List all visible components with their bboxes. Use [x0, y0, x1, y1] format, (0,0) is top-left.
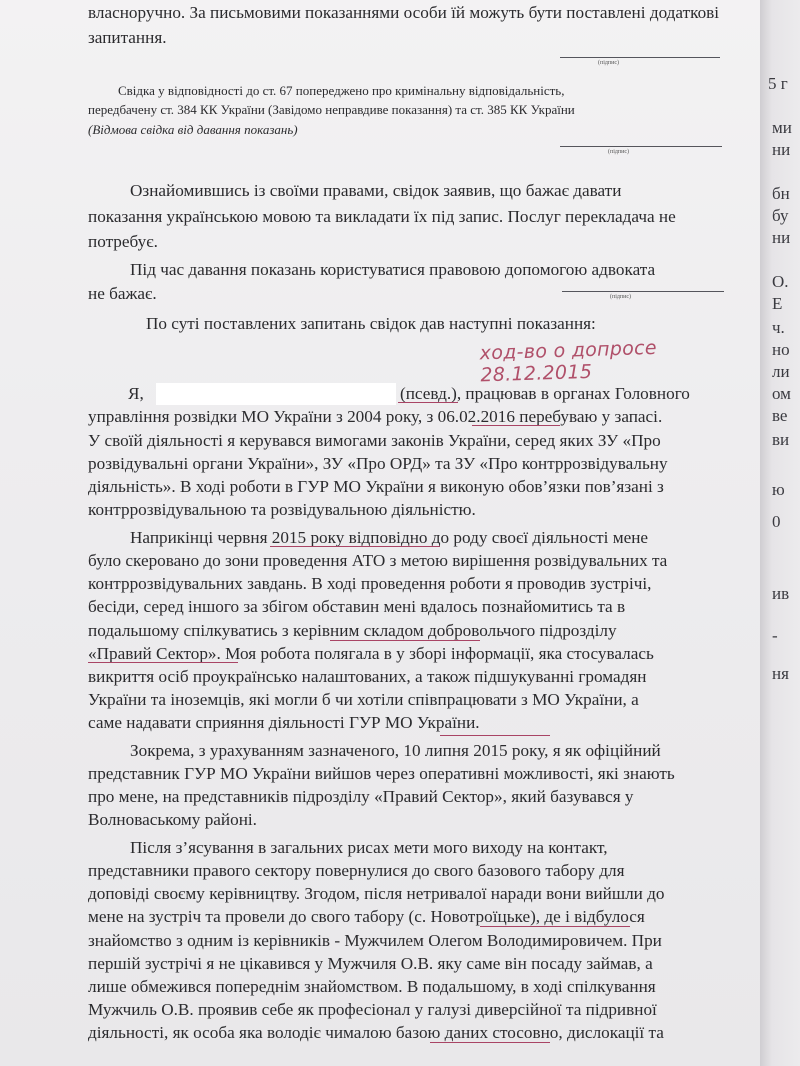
para4-line-1: Після з’ясування в загальних рисах мети мого виходу на контакт,	[130, 838, 608, 857]
para3-line-3: про мене, на представників підрозділу «Правий Сектор», який базувався у	[88, 787, 634, 806]
para4-line-5: знайомство з одним із керівників - Мужчилем Олегом Володимировичем. При	[88, 931, 662, 950]
para1-line-6: контррозвідувальною та розвідувальною діяльністю.	[88, 500, 476, 519]
edge-fragment: ви	[772, 430, 790, 449]
para4-line-9: діяльності, як особа яка володіє чималою базою даних стосовно, дислокації та	[88, 1023, 664, 1042]
para1-line-2: управління розвідки МО України з 2004 року, з 06.02.2016 перебуваю у запасі.	[88, 407, 663, 426]
para4-line-6: першій зустрічі я не цікавився у Мужчиля О.В. яку саме він посаду займав, а	[88, 954, 653, 973]
top-line-1: власноручно. За письмовими показаннями особи їй можуть бути поставлені додаткові	[88, 3, 720, 22]
para4-line-7: лише обмежився попереднім знайомством. В подальшому, в ході спілкування	[88, 977, 656, 996]
warning-line-3: (Відмова свідка від давання показань)	[88, 122, 298, 137]
edge-fragment: 0	[772, 512, 781, 531]
underline-mark	[430, 1042, 550, 1043]
para1-line-3: У своїй діяльності я керувався вимогами законів України, серед яких ЗУ «Про	[88, 431, 661, 450]
underline-mark	[472, 425, 560, 426]
rights-line-3: потребує.	[88, 232, 158, 251]
underline-mark	[330, 640, 480, 641]
edge-fragment: -	[772, 626, 778, 645]
signature-line	[560, 57, 720, 58]
signature-label: (підпис)	[598, 60, 620, 66]
underline-mark	[88, 662, 238, 663]
testimony-intro: По суті поставлених запитань свідок дав наступні показання:	[146, 314, 596, 333]
underline-mark	[480, 926, 630, 927]
para2-line-4: бесіди, серед іншого за збігом обставин мені вдалось познайомитись та в	[88, 597, 626, 616]
para2-line-5: подальшому спілкуватись з керівним складом добровольчого підрозділу	[88, 621, 617, 640]
edge-fragment: О.	[772, 272, 789, 291]
para2-line-7: викриття осіб проукраїнсько налаштованих, а також підшукуванні громадян	[88, 667, 647, 686]
edge-fragment: но	[772, 340, 790, 359]
para4-line-3: доповіді своєму керівництву. Згодом, після нетривалої наради вони вийшли до	[88, 884, 665, 903]
edge-fragment: ю	[772, 480, 785, 499]
para4-line-2: представники правого сектору повернулися до свого базового табору для	[88, 861, 625, 880]
para2-line-3: контррозвідувальних завдань. В ході проведення роботи я проводив зустрічі,	[88, 574, 652, 593]
warning-line-2: передбачену ст. 384 КК України (Завідомо неправдиве показання) та ст. 385 КК України	[88, 102, 575, 117]
edge-fragment: ч.	[772, 318, 785, 337]
para1-line-5: діяльність». В ході роботи в ГУР МО України я виконую обов’язки пов’язані з	[88, 477, 664, 496]
edge-fragment: ни	[772, 140, 791, 159]
para2-line-6: «Правий Сектор». Моя робота полягала в у зборі інформації, яка стосувалась	[88, 644, 654, 663]
underline-mark	[440, 735, 550, 736]
para1-line-1b: (псевд.), працював в органах Головного	[400, 384, 690, 403]
edge-fragment: ве	[772, 406, 788, 425]
signature-line	[562, 291, 724, 292]
para1-line-1a: Я,	[128, 384, 144, 403]
para3-line-2: представник ГУР МО України вийшов через оперативні можливості, які знають	[88, 764, 675, 783]
edge-fragment: ом	[772, 384, 791, 403]
edge-fragment: 5 г	[768, 74, 788, 93]
underline-mark	[398, 402, 458, 403]
para3-line-1: Зокрема, з урахуванням зазначеного, 10 липня 2015 року, я як офіційний	[130, 741, 661, 760]
top-line-2: запитання.	[88, 28, 167, 47]
para3-line-4: Волноваському районі.	[88, 810, 257, 829]
para1-line-4: розвідувальні органи України», ЗУ «Про ОРД» та ЗУ «Про контррозвідувальну	[88, 454, 668, 473]
edge-fragment: ив	[772, 584, 790, 603]
underline-mark	[270, 546, 440, 547]
para4-line-4: мене на зустріч та провели до свого табору (с. Новотроїцьке), де і відбулося	[88, 907, 645, 926]
edge-fragment: ли	[772, 362, 790, 381]
rights-line-2: показання українською мовою та викладати їх під запис. Послуг перекладача не	[88, 207, 676, 226]
edge-fragment: ня	[772, 664, 789, 683]
signature-label: (підпис)	[608, 149, 630, 155]
redacted-name-box	[156, 383, 396, 405]
warning-line-1: Свідка у відповідності до ст. 67 попереджено про кримінальну відповідальність,	[118, 83, 565, 98]
edge-fragment: ми	[772, 118, 792, 137]
next-page-edge	[760, 0, 800, 1066]
handwritten-note: ход-во о допросе 28.12.2015	[479, 336, 658, 387]
edge-fragment: ни	[772, 228, 791, 247]
signature-label: (підпис)	[610, 294, 632, 300]
edge-fragment: бн	[772, 184, 790, 203]
para2-line-2: було скеровано до зони проведення АТО з метою вирішення розвідувальних та	[88, 551, 668, 570]
signature-line	[560, 146, 722, 147]
rights-line-1: Ознайомившись із своїми правами, свідок заявив, що бажає давати	[130, 181, 622, 200]
edge-fragment: бу	[772, 206, 789, 225]
lawyer-line-2: не бажає.	[88, 284, 157, 303]
para2-line-9: саме надавати сприяння діяльності ГУР МО України.	[88, 713, 480, 732]
lawyer-line-1: Під час давання показань користуватися правовою допомогою адвоката	[130, 260, 656, 279]
para2-line-1: Наприкінці червня 2015 року відповідно до роду своєї діяльності мене	[130, 528, 649, 547]
para2-line-8: України та іноземців, які могли б чи хотіли співпрацювати з МО України, а	[88, 690, 639, 709]
edge-fragment: Е	[772, 294, 783, 313]
para4-line-8: Мужчиль О.В. проявив себе як професіонал у галузі диверсійної та підривної	[88, 1000, 657, 1019]
